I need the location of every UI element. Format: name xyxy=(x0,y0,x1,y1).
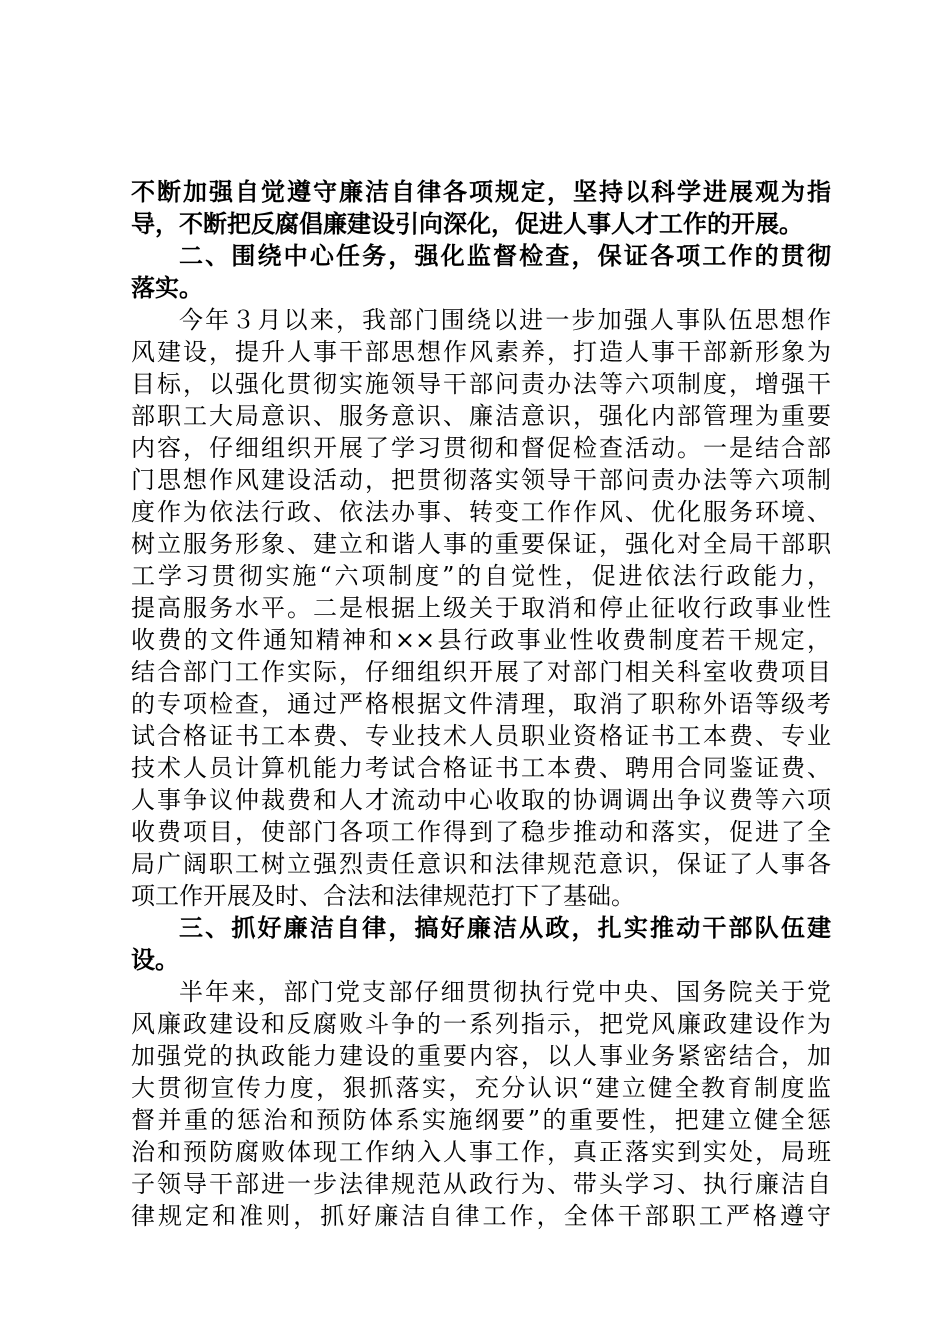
heading-line: 二、围绕中心任务，强化监督检查，保证各项工作的贯彻 xyxy=(179,242,831,270)
body-line: 督并重的惩治和预防体系实施纲要”的重要性，把建立健全惩 xyxy=(131,1106,831,1134)
body-line: 加强党的执政能力建设的重要内容，以人事业务紧密结合，加 xyxy=(131,1042,831,1070)
body-line: 人事争议仲裁费和人才流动中心收取的协调调出争议费等六项 xyxy=(131,786,831,814)
body-line: 度作为依法行政、依法办事、转变工作作风、优化服务环境、 xyxy=(131,498,831,526)
body-line: 目标，以强化贯彻实施领导干部问责办法等六项制度，增强干 xyxy=(131,370,831,398)
heading-line: 设。 xyxy=(131,946,179,974)
body-line: 局广阔职工树立强烈责任意识和法律规范意识，保证了人事各 xyxy=(131,850,831,878)
body-line: 风廉政建设和反腐败斗争的一系列指示，把党风廉政建设作为 xyxy=(131,1010,831,1038)
body-line: 工学习贯彻实施“六项制度”的自觉性，促进依法行政能力， xyxy=(131,562,831,590)
heading-line: 三、抓好廉洁自律，搞好廉洁从政，扎实推动干部队伍建 xyxy=(179,914,831,942)
body-line: 试合格证书工本费、专业技术人员职业资格证书工本费、专业 xyxy=(131,722,831,750)
body-line: 结合部门工作实际，仔细组织开展了对部门相关科室收费项目 xyxy=(131,658,831,686)
body-line: 技术人员计算机能力考试合格证书工本费、聘用合同鉴证费、 xyxy=(131,754,831,782)
body-line: 提高服务水平。二是根据上级关于取消和停止征收行政事业性 xyxy=(131,594,831,622)
body-line: 大贯彻宣传力度，狠抓落实，充分认识“建立健全教育制度监 xyxy=(131,1074,831,1102)
heading-line: 落实。 xyxy=(131,274,203,302)
body-line: 收费项目，使部门各项工作得到了稳步推动和落实，促进了全 xyxy=(131,818,831,846)
body-line: 子领导干部进一步法律规范从政行为、带头学习、执行廉洁自 xyxy=(131,1170,831,1198)
heading-line: 不断加强自觉遵守廉洁自律各项规定，坚持以科学进展观为指 xyxy=(131,178,831,206)
body-line: 项工作开展及时、合法和法律规范打下了基础。 xyxy=(131,882,635,910)
body-line: 树立服务形象、建立和谐人事的重要保证，强化对全局干部职 xyxy=(131,530,831,558)
body-line: 的专项检查，通过严格根据文件清理，取消了职称外语等级考 xyxy=(131,690,831,718)
body-line: 门思想作风建设活动，把贯彻落实领导干部问责办法等六项制 xyxy=(131,466,831,494)
body-line: 收费的文件通知精神和××县行政事业性收费制度若干规定， xyxy=(131,626,831,654)
body-line: 律规定和准则，抓好廉洁自律工作，全体干部职工严格遵守 xyxy=(131,1202,831,1230)
body-line: 今年３月以来，我部门围绕以进一步加强人事队伍思想作 xyxy=(179,306,831,334)
body-line: 治和预防腐败体现工作纳入人事工作，真正落实到实处，局班 xyxy=(131,1138,831,1166)
document-body xyxy=(131,176,831,1232)
body-line: 部职工大局意识、服务意识、廉洁意识，强化内部管理为重要 xyxy=(131,402,831,430)
body-line: 半年来，部门党支部仔细贯彻执行党中央、国务院关于党 xyxy=(179,978,831,1006)
body-line: 内容，仔细组织开展了学习贯彻和督促检查活动。一是结合部 xyxy=(131,434,831,462)
heading-line: 导，不断把反腐倡廉建设引向深化，促进人事人才工作的开展。 xyxy=(131,210,803,238)
body-line: 风建设，提升人事干部思想作风素养，打造人事干部新形象为 xyxy=(131,338,831,366)
